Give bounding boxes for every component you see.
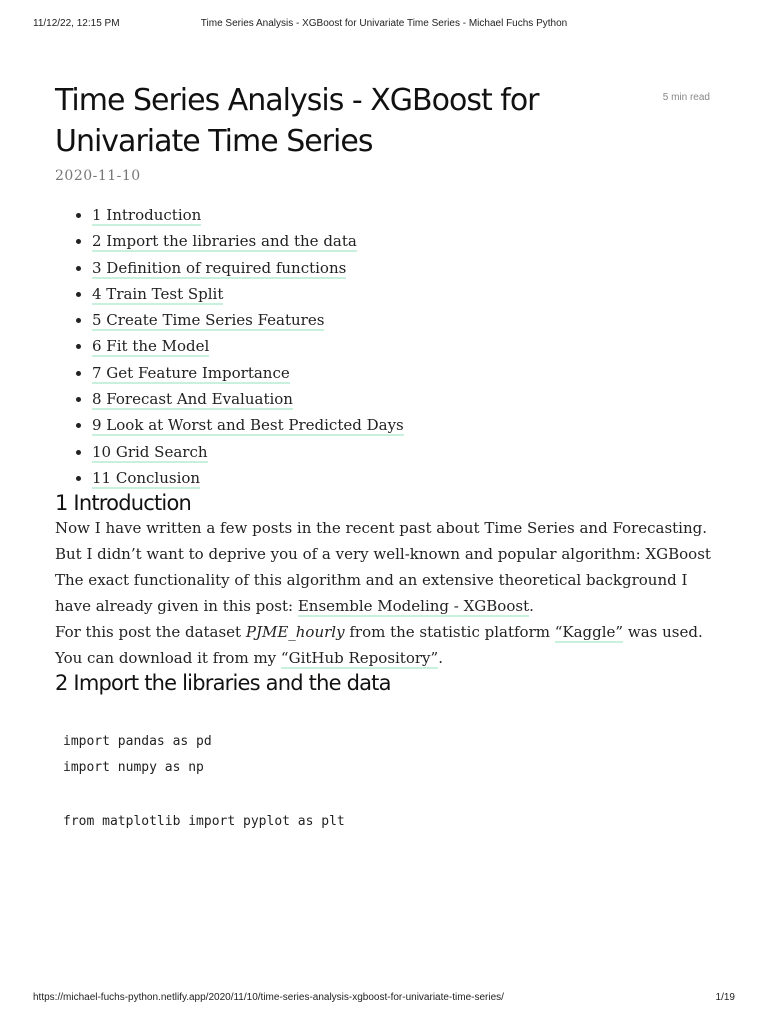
table-of-contents xyxy=(55,202,715,491)
paragraph-text: For this post the dataset xyxy=(55,623,246,642)
toc-link-worst-best-days[interactable]: 9 Look at Worst and Best Predicted Days xyxy=(92,416,404,435)
ensemble-modeling-link[interactable]: Ensemble Modeling - XGBoost xyxy=(297,597,530,616)
toc-link-introduction[interactable]: 1 Introduction xyxy=(92,206,202,224)
kaggle-link[interactable]: “Kaggle” xyxy=(554,623,624,642)
toc-item xyxy=(92,255,715,281)
toc-link-features[interactable]: 5 Create Time Series Features xyxy=(92,311,325,330)
toc-link-feature-importance[interactable]: 7 Get Feature Importance xyxy=(92,363,290,382)
article xyxy=(55,80,715,835)
print-footer xyxy=(0,992,768,1006)
print-page-number: 1/19 xyxy=(715,992,735,1003)
post-date: 2020-11-10 xyxy=(55,168,141,184)
toc-item xyxy=(92,360,715,386)
toc-link-import[interactable]: 2 Import the libraries and the data xyxy=(92,232,357,251)
paragraph-text: . xyxy=(529,597,534,616)
toc-link-fit-model[interactable]: 6 Fit the Model xyxy=(92,337,210,356)
toc-item xyxy=(92,202,715,228)
intro-paragraph-2 xyxy=(55,567,715,619)
toc-link-train-test-split[interactable]: 4 Train Test Split xyxy=(92,284,224,303)
toc-item xyxy=(92,307,715,333)
print-header xyxy=(0,18,768,32)
print-page-title: Time Series Analysis - XGBoost for Univariate Time Series - Michael Fuchs Python xyxy=(200,18,568,29)
toc-link-conclusion[interactable]: 11 Conclusion xyxy=(92,468,201,487)
toc-item xyxy=(92,386,715,412)
toc-link-grid-search[interactable]: 10 Grid Search xyxy=(92,442,208,461)
code-blank-line xyxy=(63,781,715,809)
intro-paragraph-1: Now I have written a few posts in the recent past about Time Series and Forecasting. But I didn’t want to deprive you of a very well-known and popular algorithm: XGBoost xyxy=(55,519,711,564)
post-title: Time Series Analysis - XGBoost for Univariate Time Series xyxy=(55,83,539,159)
paragraph-text: was used. You can download it from my xyxy=(55,623,703,668)
dataset-name: PJME_hourly xyxy=(245,623,345,642)
toc-item xyxy=(92,281,715,307)
toc-link-forecast[interactable]: 8 Forecast And Evaluation xyxy=(92,390,293,409)
paragraph-text: The exact functionality of this algorithm and an extensive theoretical background I have already given in this post: xyxy=(55,571,688,616)
github-repository-link[interactable]: “GitHub Repository” xyxy=(280,649,439,668)
toc-item xyxy=(92,439,715,465)
print-datetime: 11/12/22, 12:15 PM xyxy=(33,18,120,29)
paragraph-text: . xyxy=(438,649,443,668)
read-time: 5 min read xyxy=(662,92,710,103)
toc-item xyxy=(92,333,715,359)
toc-item xyxy=(92,228,715,254)
intro-paragraph-3 xyxy=(55,619,715,671)
section-heading-import: 2 Import the libraries and the data xyxy=(55,671,391,696)
toc-link-functions[interactable]: 3 Definition of required functions xyxy=(92,258,347,277)
code-line: import pandas as pd xyxy=(63,734,212,750)
code-line: import numpy as np xyxy=(63,760,204,776)
code-line: from matplotlib import pyplot as plt xyxy=(63,814,345,830)
section-heading-introduction: 1 Introduction xyxy=(55,491,192,516)
print-url: https://michael-fuchs-python.netlify.app/2020/11/10/time-series-analysis-xgboost-for-univariate-time-series/ xyxy=(33,992,504,1003)
toc-item xyxy=(92,412,715,438)
toc-item xyxy=(92,465,715,491)
paragraph-text: from the statistic platform xyxy=(344,623,555,642)
code-block xyxy=(55,729,715,835)
